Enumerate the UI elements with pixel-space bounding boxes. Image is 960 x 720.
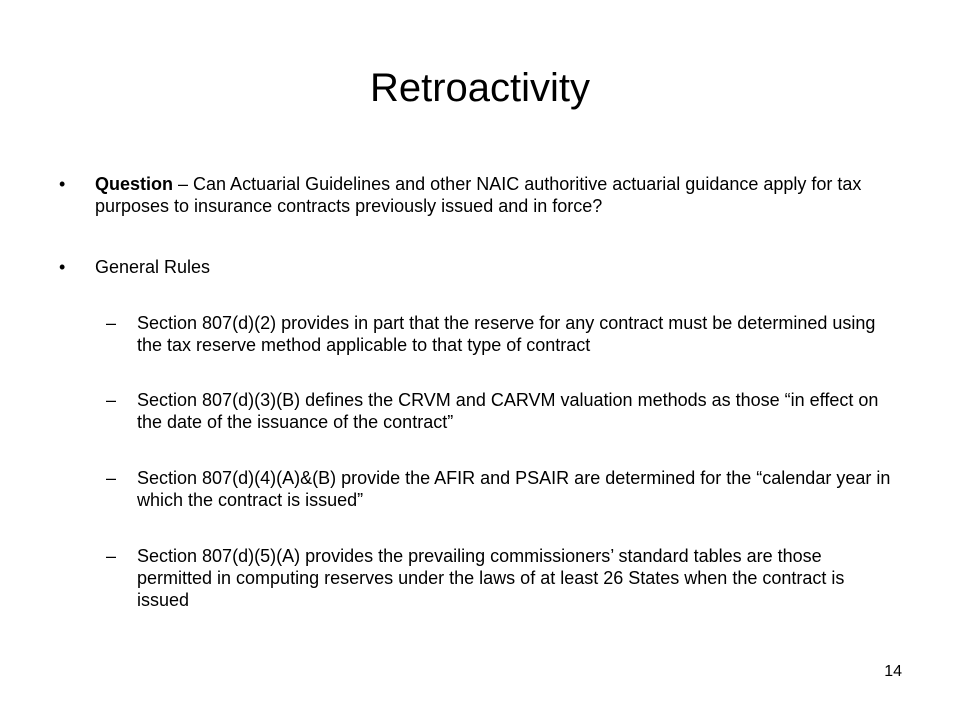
sub-item-text: Section 807(d)(4)(A)&(B) provide the AFIR and PSAIR are determined for the “calendar year in which the contract is issued” [137, 468, 891, 510]
sub-item-text: Section 807(d)(2) provides in part that the reserve for any contract must be determined using the tax reserve method applicable to that type of contract [137, 313, 876, 355]
page-number: 14 [884, 663, 902, 680]
bullet-question [59, 173, 895, 217]
dash-marker: – [106, 390, 117, 410]
dash-marker: – [106, 468, 117, 488]
sub-item [106, 312, 897, 356]
bullet-marker: • [59, 174, 66, 194]
sub-item [106, 545, 897, 611]
dash-marker: – [106, 546, 117, 566]
question-label: Question [95, 174, 174, 194]
bullet-general-rules [59, 256, 895, 278]
slide-title: Retroactivity [369, 66, 591, 110]
sub-item [106, 389, 897, 433]
general-rules-label: General Rules [95, 257, 211, 277]
sub-item-text: Section 807(d)(3)(B) defines the CRVM and CARVM valuation methods as those “in effect on the date of the issuance of the contract” [137, 390, 879, 432]
sub-item-text: Section 807(d)(5)(A) provides the prevailing commissioners’ standard tables are those permitted in computing reserves under the laws of at least 26 States when the contract is issued [137, 546, 845, 610]
question-text: – Can Actuarial Guidelines and other NAIC authoritive actuarial guidance apply for tax purposes to insurance contracts previously issued and in force? [95, 174, 862, 216]
dash-marker: – [106, 313, 117, 333]
bullet-marker: • [59, 257, 66, 277]
sub-item [106, 467, 897, 511]
